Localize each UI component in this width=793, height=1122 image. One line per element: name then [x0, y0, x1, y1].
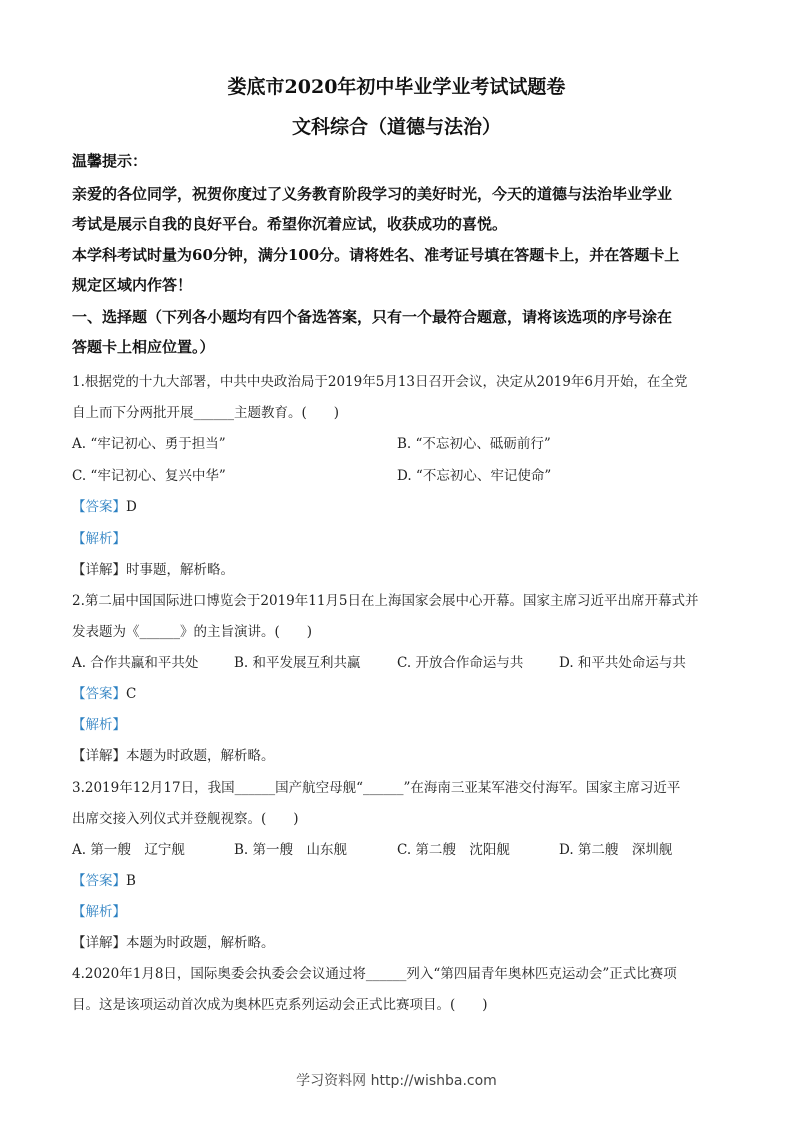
exam-subtitle: 文科综合（道德与法治） — [291, 116, 501, 138]
answer-tag: 【答案】 — [72, 873, 126, 889]
notice-heading: 温馨提示： — [72, 152, 148, 170]
answer-tag: 【答案】 — [72, 499, 126, 515]
question-3-answer — [72, 869, 732, 889]
notice-paragraph-2-line-2: 规定区域内作答！ — [72, 276, 193, 294]
footer-watermark[interactable]: 学习资料网 http://wishba.com — [296, 1073, 497, 1089]
question-2-option-d: D. 和平共处命运与共 — [559, 655, 686, 671]
detail-text: 时事题，解析略。 — [126, 562, 234, 578]
question-3-line-1: 3.2019年12月17日，我国______国产航空母舰“______”在海南三亚某军港交付海军。国家主席习近平 — [72, 780, 681, 796]
section-heading-line-1: 一、选择题（下列各小题均有四个备选答案，只有一个最符合题意，请将该选项的序号涂在 — [72, 308, 673, 326]
detail-tag: 【详解】 — [72, 935, 126, 951]
detail-text: 本题为时政题，解析略。 — [126, 748, 275, 764]
detail-tag: 【详解】 — [72, 562, 126, 578]
question-4-line-1: 4.2020年1月8日，国际奥委会执委会会议通过将______列入“第四届青年奥林匹克运动会”正式比赛项 — [72, 966, 677, 982]
question-1-option-c: C. “牢记初心、复兴中华” — [72, 468, 226, 484]
detail-text: 本题为时政题，解析略。 — [126, 935, 275, 951]
question-2-option-b: B. 和平发展互利共赢 — [234, 655, 361, 671]
answer-value: C — [126, 686, 137, 702]
notice-paragraph-1-line-2: 考试是展示自我的良好平台。希望你沉着应试，收获成功的喜悦。 — [72, 215, 508, 233]
question-2-answer — [72, 682, 732, 702]
notice-paragraph-1-line-1: 亲爱的各位同学，祝贺你度过了义务教育阶段学习的美好时光，今天的道德与法治毕业学业 — [72, 185, 673, 203]
question-3-option-d: D. 第二艘 深圳舰 — [559, 842, 673, 858]
question-4-line-2: 目。这是该项运动首次成为奥林匹克系列运动会正式比赛项目。( ) — [72, 997, 488, 1013]
question-1-line-2: 自上而下分两批开展______主题教育。( ) — [72, 405, 340, 421]
notice-paragraph-2-line-1: 本学科考试时量为60分钟，满分100分。请将姓名、准考证号填在答题卡上，并在答题卡上 — [72, 246, 680, 264]
question-3-option-c: C. 第二艘 沈阳舰 — [397, 842, 510, 858]
question-3-option-b: B. 第一艘 山东舰 — [234, 842, 348, 858]
question-1-detail — [72, 558, 732, 578]
section-heading-line-2: 答题卡上相应位置。） — [72, 338, 215, 356]
question-2-analysis-tag: 【解析】 — [72, 717, 126, 733]
exam-title: 娄底市2020年初中毕业学业考试试题卷 — [227, 76, 566, 98]
question-1-line-1: 1.根据党的十九大部署，中共中央政治局于2019年5月13日召开会议，决定从2019年6月开始，在全党 — [72, 374, 688, 390]
question-1-option-d: D. “不忘初心、牢记使命” — [397, 468, 552, 484]
question-2-option-c: C. 开放合作命运与共 — [397, 655, 524, 671]
question-2-line-2: 发表题为《______》的主旨演讲。( ) — [72, 624, 313, 640]
question-3-option-a: A. 第一艘 辽宁舰 — [72, 842, 185, 858]
answer-value: B — [126, 873, 136, 889]
detail-tag: 【详解】 — [72, 748, 126, 764]
question-1-option-b: B. “不忘初心、砥砺前行” — [397, 436, 551, 452]
answer-value: D — [126, 499, 137, 515]
question-1-answer — [72, 495, 732, 515]
question-2-line-1: 2.第二届中国国际进口博览会于2019年11月5日在上海国家会展中心开幕。国家主席习近平出席开幕式并 — [72, 593, 699, 609]
question-3-analysis-tag: 【解析】 — [72, 904, 126, 920]
answer-tag: 【答案】 — [72, 686, 126, 702]
question-2-detail — [72, 744, 732, 764]
question-3-line-2: 出席交接入列仪式并登舰视察。( ) — [72, 811, 299, 827]
question-1-option-a: A. “牢记初心、勇于担当” — [72, 436, 226, 452]
question-1-analysis-tag: 【解析】 — [72, 531, 126, 547]
question-2-option-a: A. 合作共赢和平共处 — [72, 655, 199, 671]
question-3-detail — [72, 931, 732, 951]
